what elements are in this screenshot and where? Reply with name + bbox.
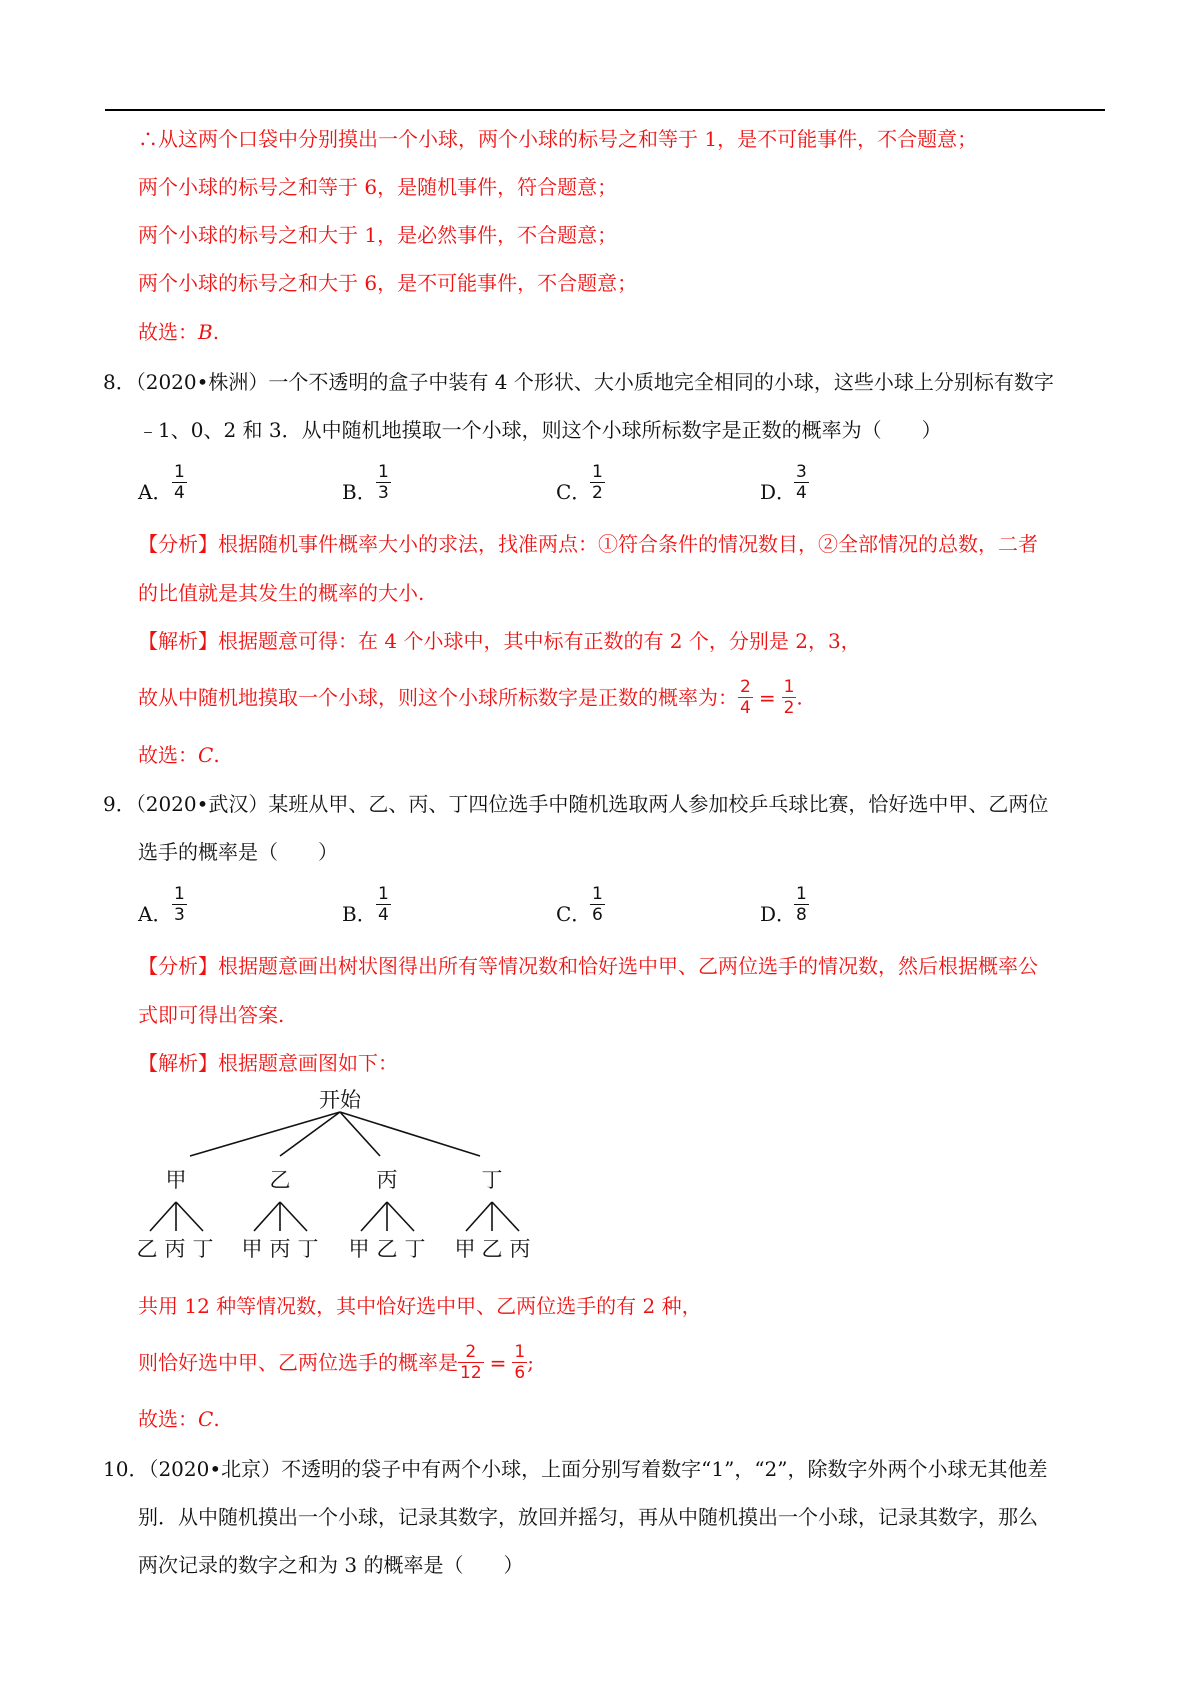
tree-edge <box>176 1202 203 1231</box>
option-label: D． <box>760 480 797 504</box>
tree-node-label: 甲 <box>165 1168 187 1192</box>
tree-node-label: 丁 <box>481 1168 503 1192</box>
answer-prefix: 故选： <box>138 320 198 344</box>
option-fraction: $\frac{1}{4}$ <box>174 462 185 503</box>
q9-stem-line-2: 选手的概率是（ ） <box>138 840 338 864</box>
q8-analysis-line-2: 的比值就是其发生的概率的大小. <box>138 581 425 605</box>
prev-solution-line-3: 两个小球的标号之和大于 1，是必然事件，不合题意； <box>138 223 618 247</box>
answer-suffix: . <box>212 320 220 344</box>
tree-leaf-label: 甲 <box>348 1237 370 1261</box>
answer-letter: C <box>198 743 214 767</box>
equals-sign: = <box>489 1350 507 1375</box>
tree-edge <box>492 1202 519 1231</box>
answer-suffix: . <box>213 1407 220 1431</box>
option-label: A． <box>138 480 173 504</box>
option-label: C． <box>556 902 592 926</box>
prev-answer <box>138 318 219 346</box>
option-fraction: $\frac{1}{3}$ <box>378 462 389 503</box>
tree-edge <box>280 1202 307 1231</box>
option-fraction: $\frac{1}{3}$ <box>174 884 185 925</box>
answer-prefix: 故选： <box>138 743 198 767</box>
tree-leaf-label: 丙 <box>164 1237 186 1261</box>
tree-edge <box>190 1112 340 1156</box>
tree-root-label: 开始 <box>319 1088 361 1112</box>
option-fraction: $\frac{1}{2}$ <box>592 462 603 503</box>
tree-leaf-label: 乙 <box>481 1237 503 1261</box>
tree-edge <box>254 1202 280 1231</box>
tree-leaf-label: 乙 <box>376 1237 398 1261</box>
q8-solution-line-1: 【解析】根据题意可得：在 4 个小球中，其中标有正数的有 2 个，分别是 2，3， <box>138 629 861 653</box>
prev-solution-line-4: 两个小球的标号之和大于 6，是不可能事件，不合题意； <box>138 271 638 295</box>
q9-analysis-line-1: 【分析】根据题意画出树状图得出所有等情况数和恰好选中甲、乙两位选手的情况数，然后根据概率公 <box>138 954 1038 978</box>
option-fraction: $\frac{1}{6}$ <box>592 884 603 925</box>
q9-solution-line-2: 共用 12 种等情况数，其中恰好选中甲、乙两位选手的有 2 种， <box>138 1294 702 1318</box>
fraction-2-12: $\frac{2}{12}$ <box>460 1342 482 1383</box>
option-fraction: $\frac{3}{4}$ <box>796 462 807 503</box>
q9-answer <box>138 1405 220 1433</box>
q9-analysis-line-2: 式即可得出答案. <box>138 1003 285 1027</box>
tree-leaf-label: 甲 <box>241 1237 263 1261</box>
solution-text: 则恰好选中甲、乙两位选手的概率是 <box>138 1350 458 1375</box>
header-rule <box>105 109 1105 111</box>
q9-solution-line-1: 【解析】根据题意画图如下： <box>138 1051 398 1075</box>
q8-solution-line-2 <box>138 672 803 722</box>
option-label: D． <box>760 902 797 926</box>
answer-suffix: . <box>213 743 220 767</box>
option-label: B． <box>342 902 377 926</box>
answer-letter: C <box>198 1407 214 1431</box>
tree-edge <box>150 1202 176 1231</box>
tree-leaf-label: 丁 <box>404 1237 426 1261</box>
tree-edge <box>280 1112 340 1156</box>
tree-leaf-label: 丁 <box>297 1237 319 1261</box>
q9-solution-line-3 <box>138 1337 534 1387</box>
q8-analysis-line-1: 【分析】根据随机事件概率大小的求法，找准两点：①符合条件的情况数目，②全部情况的总数，二者 <box>138 532 1038 556</box>
tree-leaf-label: 丁 <box>192 1237 214 1261</box>
tree-leaf-label: 乙 <box>136 1237 158 1261</box>
tree-leaf-label: 丙 <box>509 1237 531 1261</box>
solution-text: 故从中随机地摸取一个小球，则这个小球所标数字是正数的概率为： <box>138 685 738 710</box>
end-punct: ; <box>527 1350 534 1375</box>
option-fraction: $\frac{1}{4}$ <box>378 884 389 925</box>
q8-stem-line-1: 8．（2020•株洲）一个不透明的盒子中装有 4 个形状、大小质地完全相同的小球，这些小球上分别标有数字 <box>103 370 1054 394</box>
q8-stem-line-2: ﹣1、0、2 和 3．从中随机地摸取一个小球，则这个小球所标数字是正数的概率为（ ） <box>138 418 942 442</box>
tree-node-label: 乙 <box>269 1168 291 1192</box>
q10-stem-line-2: 别．从中随机摸出一个小球，记录其数字，放回并摇匀，再从中随机摸出一个小球，记录其数字，那么 <box>138 1505 1038 1529</box>
tree-leaf-label: 甲 <box>454 1237 476 1261</box>
tree-edge <box>466 1202 492 1231</box>
option-label: C． <box>556 480 592 504</box>
tree-leaf-label: 丙 <box>269 1237 291 1261</box>
q8-answer <box>138 741 220 769</box>
fraction-1-6: $\frac{1}{6}$ <box>514 1342 526 1383</box>
fraction-2-4: $\frac{2}{4}$ <box>740 677 751 718</box>
tree-edge <box>361 1202 387 1231</box>
prev-solution-line-1: ∴从这两个口袋中分别摸出一个小球，两个小球的标号之和等于 1，是不可能事件，不合题意； <box>138 127 978 151</box>
tree-diagram <box>130 1088 550 1263</box>
tree-edge <box>387 1202 414 1231</box>
equals-sign: = <box>758 685 776 710</box>
option-fraction: $\frac{1}{8}$ <box>796 884 807 925</box>
tree-node-label: 丙 <box>376 1168 398 1192</box>
answer-letter: B <box>198 320 213 344</box>
q10-stem-line-1: 10．（2020•北京）不透明的袋子中有两个小球，上面分别写着数字“1”，“2”，除数字外两个小球无其他差 <box>103 1457 1048 1481</box>
q9-stem-line-1: 9．（2020•武汉）某班从甲、乙、丙、丁四位选手中随机选取两人参加校乒乓球比赛，恰好选中甲、乙两位 <box>103 792 1049 816</box>
answer-prefix: 故选： <box>138 1407 198 1431</box>
option-label: B． <box>342 480 377 504</box>
option-label: A． <box>138 902 173 926</box>
fraction-1-2: $\frac{1}{2}$ <box>783 677 795 718</box>
q10-stem-line-3: 两次记录的数字之和为 3 的概率是（ ） <box>138 1553 524 1577</box>
prev-solution-line-2: 两个小球的标号之和等于 6，是随机事件，符合题意； <box>138 175 618 199</box>
end-punct: . <box>796 685 803 710</box>
